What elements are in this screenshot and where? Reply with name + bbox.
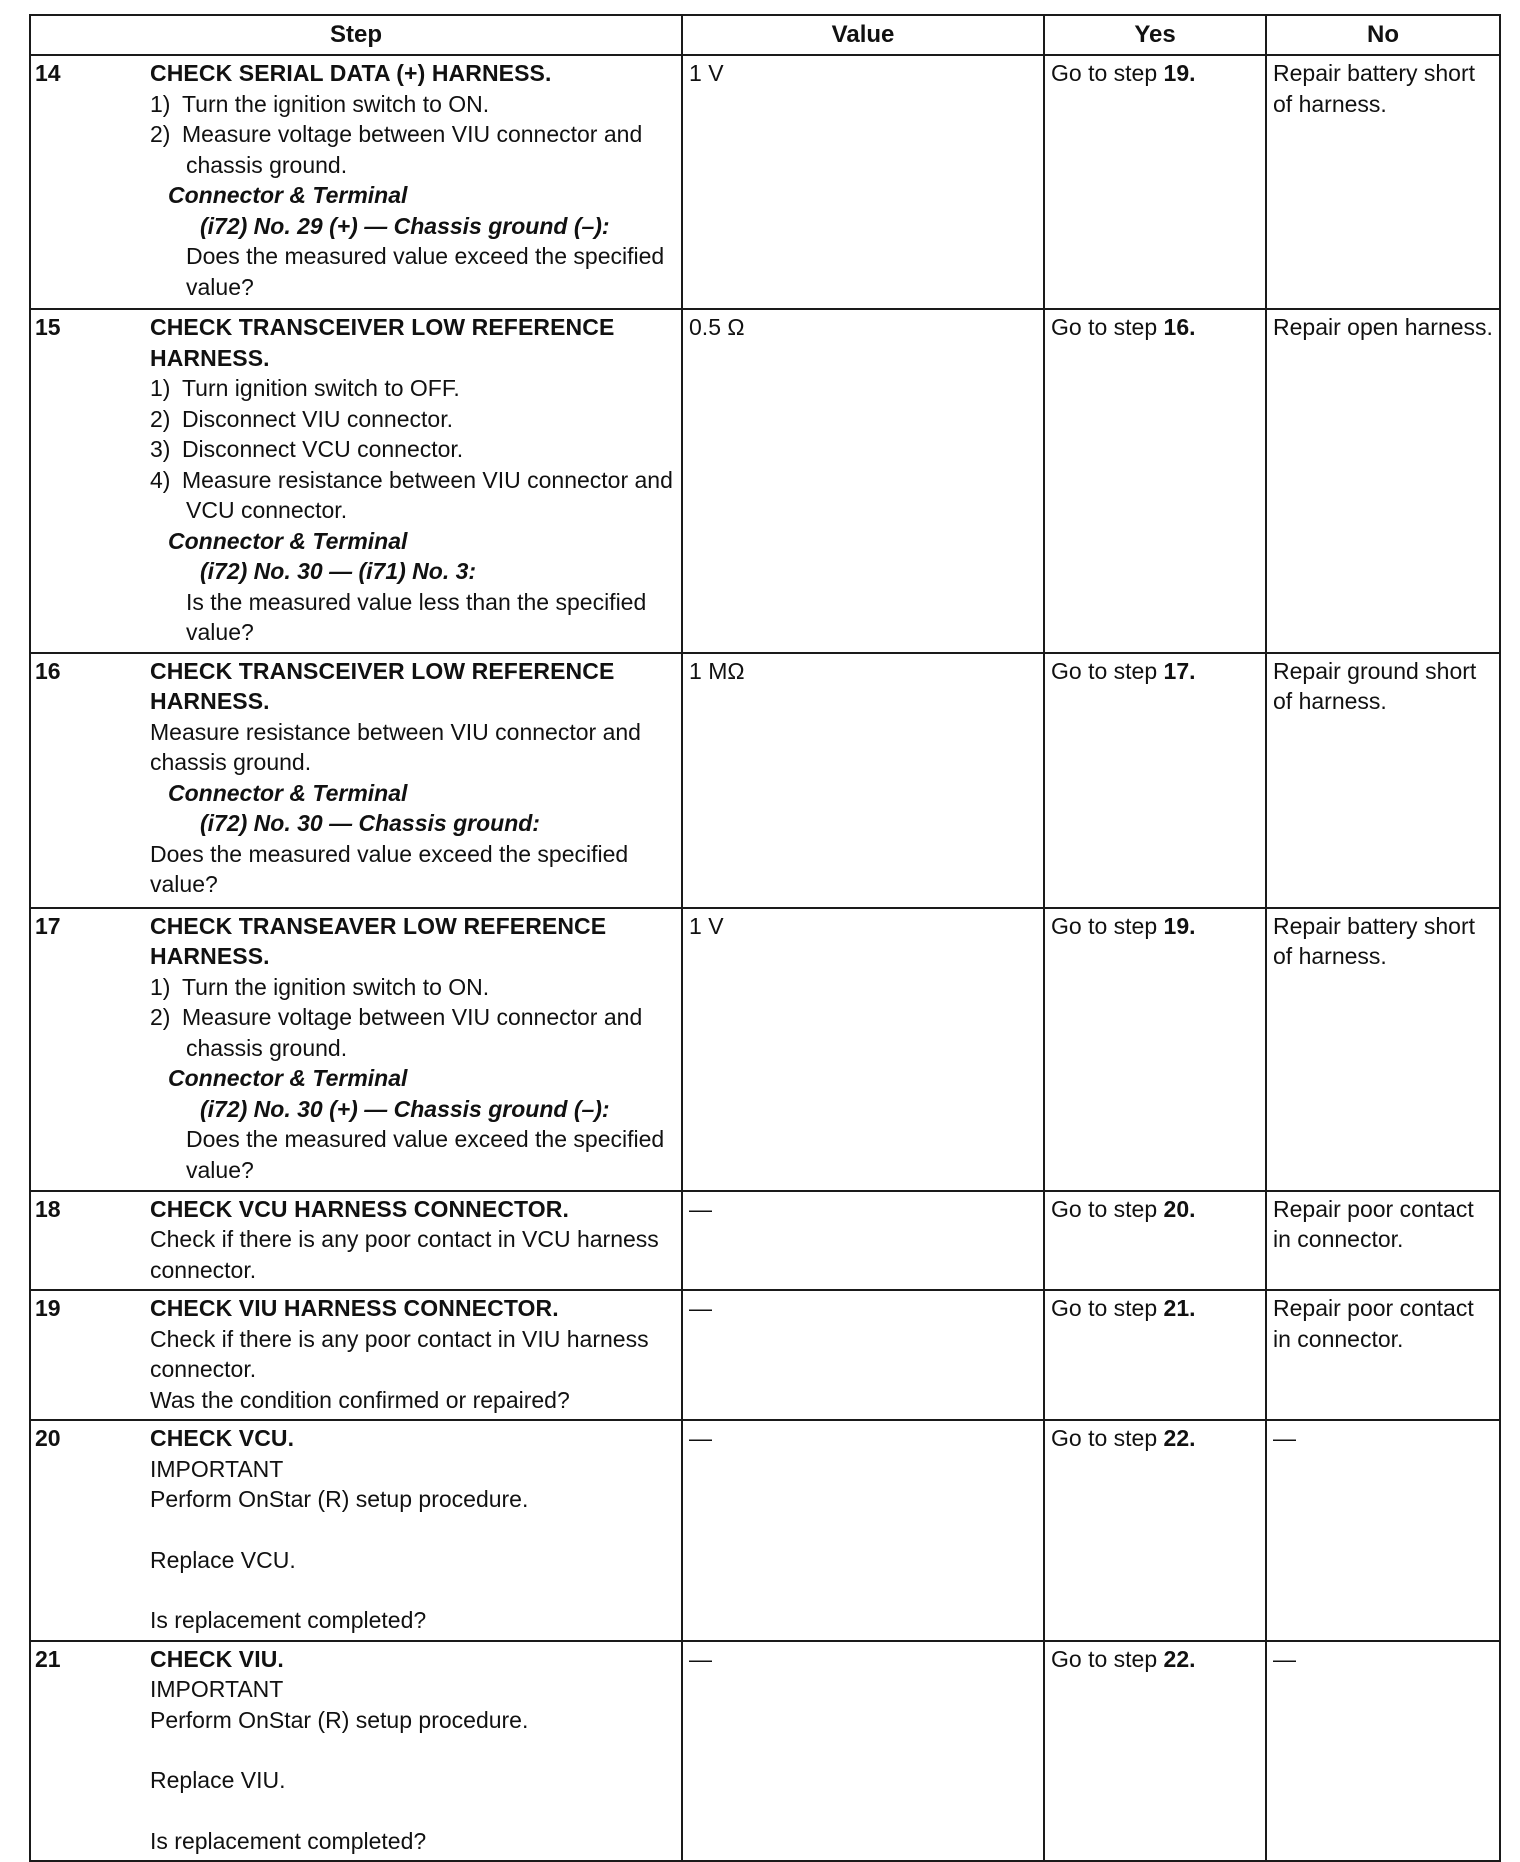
yes-cell [1044, 1191, 1266, 1291]
table-row-step-15 [30, 309, 1500, 653]
step-number: 21 [30, 1641, 150, 1862]
step-title: CHECK TRANSEAVER LOW REFERENCE HARNESS. [150, 912, 607, 969]
connector-terminal-heading: Connector & Terminal [168, 527, 408, 554]
step-number: 14 [30, 55, 150, 309]
step-description [150, 1290, 682, 1420]
step-question: Is replacement completed? [150, 1827, 427, 1854]
no-cell: Repair battery short of harness. [1266, 908, 1500, 1191]
header-step: Step [30, 15, 682, 55]
yes-text: Go to step [1051, 1645, 1164, 1672]
table-row-step-17 [30, 908, 1500, 1191]
step-item: 2) Disconnect VIU connector. [150, 405, 453, 432]
yes-text: Go to step [1051, 1425, 1164, 1451]
value-cell: 1 V [682, 908, 1044, 1191]
yes-cell [1044, 1420, 1266, 1641]
step-question: Does the measured value exceed the specified value? [150, 840, 629, 897]
connector-terminal-spec: (i72) No. 30 — (i71) No. 3: [200, 558, 477, 584]
table-row-step-21 [30, 1641, 1500, 1862]
yes-cell [1044, 309, 1266, 653]
step-item: 2) Measure voltage between VIU connector and chassis ground. [150, 1004, 643, 1061]
step-description [150, 653, 682, 908]
table-row-step-14 [30, 55, 1500, 309]
header-yes: Yes [1044, 15, 1266, 55]
no-cell: Repair poor contact in connector. [1266, 1191, 1500, 1291]
step-number: 16 [30, 653, 150, 908]
connector-terminal-spec: (i72) No. 30 — Chassis ground: [200, 810, 540, 836]
value-cell: — [682, 1641, 1044, 1862]
header-no: No [1266, 15, 1500, 55]
value-cell: — [682, 1420, 1044, 1641]
step-title: CHECK VIU. [150, 1645, 284, 1672]
yes-step-ref: 17. [1163, 657, 1196, 684]
step-description [150, 908, 682, 1191]
step-item: 4) Measure resistance between VIU connector and VCU connector. [150, 466, 673, 523]
step-number: 20 [30, 1420, 150, 1641]
step-title: CHECK VCU HARNESS CONNECTOR. [150, 1195, 569, 1222]
value-cell: — [682, 1290, 1044, 1420]
step-description [150, 1420, 682, 1641]
step-text: Check if there is any poor contact in VIU harness connector. [150, 1325, 649, 1382]
step-description [150, 1641, 682, 1862]
yes-cell [1044, 55, 1266, 309]
step-question: Is replacement completed? [150, 1607, 427, 1633]
step-action: Replace VCU. [150, 1546, 296, 1573]
step-number: 19 [30, 1290, 150, 1420]
yes-text: Go to step [1051, 657, 1164, 684]
step-item: 2) Measure voltage between VIU connector and chassis ground. [150, 121, 643, 178]
step-number: 18 [30, 1191, 150, 1291]
step-question: Does the measured value exceed the specified value? [186, 1126, 665, 1183]
value-cell: 1 MΩ [682, 653, 1044, 908]
yes-step-ref: 19. [1163, 60, 1196, 86]
value-cell: 1 V [682, 55, 1044, 309]
step-title: CHECK TRANSCEIVER LOW REFERENCE HARNESS. [150, 314, 615, 371]
table-row-step-19 [30, 1290, 1500, 1420]
step-text: Measure resistance between VIU connector and chassis ground. [150, 718, 641, 775]
step-title: CHECK VIU HARNESS CONNECTOR. [150, 1295, 559, 1321]
connector-terminal-spec: (i72) No. 30 (+) — Chassis ground (–): [200, 1095, 610, 1122]
header-value: Value [682, 15, 1044, 55]
value-cell: 0.5 Ω [682, 309, 1044, 653]
step-item: 1) Turn the ignition switch to ON. [150, 973, 490, 1000]
step-item: 1) Turn ignition switch to OFF. [150, 375, 460, 401]
yes-text: Go to step [1051, 60, 1164, 86]
step-question: Was the condition confirmed or repaired? [150, 1386, 570, 1413]
important-label: IMPORTANT [150, 1676, 284, 1702]
diagnostic-table [29, 14, 1501, 1862]
connector-terminal-heading: Connector & Terminal [168, 1065, 408, 1091]
step-text: Check if there is any poor contact in VCU harness connector. [150, 1226, 659, 1283]
step-item: 3) Disconnect VCU connector. [150, 436, 464, 462]
step-number: 15 [30, 309, 150, 653]
connector-terminal-heading: Connector & Terminal [168, 182, 408, 208]
yes-step-ref: 19. [1163, 912, 1196, 939]
step-description [150, 309, 682, 653]
value-cell: — [682, 1191, 1044, 1291]
step-title: CHECK VCU. [150, 1425, 295, 1451]
yes-text: Go to step [1051, 314, 1164, 340]
step-title: CHECK SERIAL DATA (+) HARNESS. [150, 60, 552, 86]
no-cell: — [1266, 1641, 1500, 1862]
table-row-step-18 [30, 1191, 1500, 1291]
yes-step-ref: 16. [1163, 314, 1196, 340]
yes-cell [1044, 1290, 1266, 1420]
connector-terminal-heading: Connector & Terminal [168, 779, 408, 806]
yes-step-ref: 20. [1163, 1195, 1196, 1222]
important-label: IMPORTANT [150, 1455, 284, 1482]
no-cell: — [1266, 1420, 1500, 1641]
step-action: Replace VIU. [150, 1767, 286, 1793]
yes-text: Go to step [1051, 1295, 1164, 1321]
diagnostic-procedure-document [29, 14, 1499, 1862]
step-number: 17 [30, 908, 150, 1191]
yes-cell [1044, 1641, 1266, 1862]
step-title: CHECK TRANSCEIVER LOW REFERENCE HARNESS. [150, 657, 615, 714]
yes-step-ref: 22. [1163, 1645, 1196, 1672]
important-text: Perform OnStar (R) setup procedure. [150, 1706, 529, 1733]
table-row-step-20 [30, 1420, 1500, 1641]
yes-step-ref: 22. [1163, 1425, 1196, 1451]
no-cell: Repair open harness. [1266, 309, 1500, 653]
step-question: Does the measured value exceed the specified value? [186, 243, 665, 300]
table-row-step-16 [30, 653, 1500, 908]
table-header-row [30, 15, 1500, 55]
no-cell: Repair ground short of harness. [1266, 653, 1500, 908]
step-item: 1) Turn the ignition switch to ON. [150, 90, 490, 117]
yes-step-ref: 21. [1163, 1295, 1196, 1321]
step-description [150, 1191, 682, 1291]
connector-terminal-spec: (i72) No. 29 (+) — Chassis ground (–): [200, 212, 610, 239]
step-description [150, 55, 682, 309]
step-question: Is the measured value less than the specified value? [186, 588, 647, 645]
yes-text: Go to step [1051, 1195, 1164, 1222]
yes-text: Go to step [1051, 912, 1164, 939]
yes-cell [1044, 653, 1266, 908]
important-text: Perform OnStar (R) setup procedure. [150, 1486, 529, 1512]
no-cell: Repair poor contact in connector. [1266, 1290, 1500, 1420]
no-cell: Repair battery short of harness. [1266, 55, 1500, 309]
yes-cell [1044, 908, 1266, 1191]
